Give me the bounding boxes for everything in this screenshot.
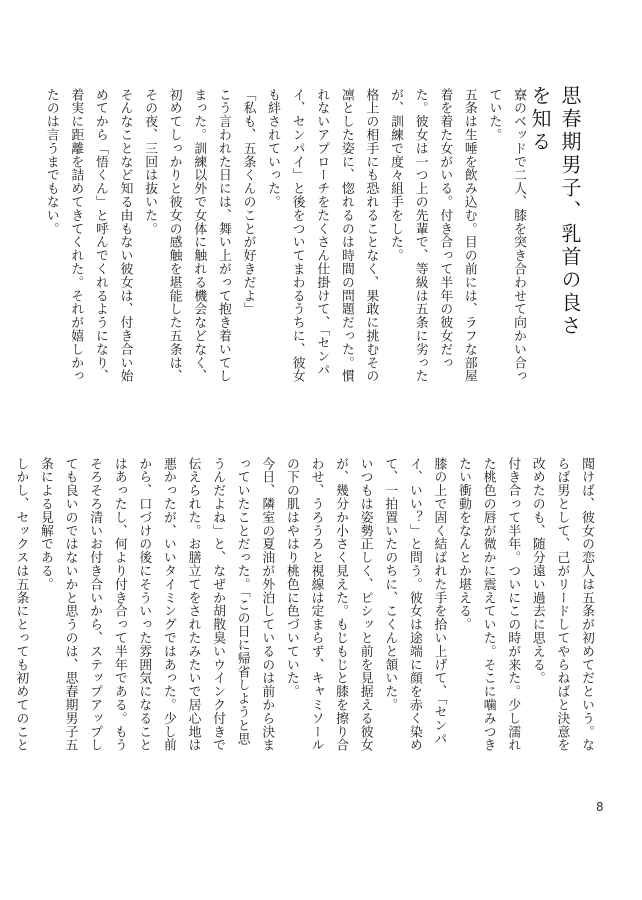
paragraph: そんなことなど知る由もない彼女は、付き合い始めてから「悟くん」と呼んでくれるようになり、着実に距離を詰めてきてくれた。それが嬉しかったのは言うまでもない。 [43, 88, 133, 383]
paragraph: 膝の上で固く結ばれた手を拾い上げて、「センパイ、いい？」と問う。彼女は途端に顔を赤く染めて、一拍置いたのちに、こくんと頷いた。 [382, 457, 447, 752]
paragraph: 「私も、五条くんのことが好きだよ」 [240, 88, 256, 316]
paragraph: 五条は生唾を飲み込む。目の前には、ラフな部屋着を着た女がいる。付き合って半年の彼女だった。彼女は一つ上の先輩で、等級は五条に劣ったが、訓練で度々組手をした。 [388, 88, 477, 383]
paragraph: 寮のベッドで二人、膝を突き合わせて向かい合っていた。 [486, 88, 526, 383]
lower-text-block [13, 457, 598, 757]
upper-text-block [43, 88, 530, 384]
paragraph: しかし、セックスは五条にとっても初めてのこと [13, 457, 29, 752]
paragraph: 格上の相手にも恐れることなく、果敢に挑むその凛とした姿に、惚れるのは時間の問題だった。慣れないアプローチをたくさん仕掛けて、「センパイ、センパイ」と後をついてまわるうちに、彼女も絆されていった。 [265, 88, 379, 383]
paragraph: 付き合って半年。ついにこの時が来た。少し濡れた桃色の唇が微かに震えていた。そこに噛みつきたい衝動をなんとか堪える。 [456, 457, 521, 752]
paragraph: こう言われた日には、舞い上がって抱き着いてしまった。訓練以外で女体に触れる機会などなく、初めてしっかりと彼女の感触を堪能した五条は、その夜、三回は抜いた。 [142, 88, 231, 383]
chapter-title: 思春期男子、乳首の良さを知る [528, 85, 582, 338]
paragraph: 今日、隣室の夏油が外泊しているのは前から決まっていたことだった。「この日に帰省しようと思うんだよね」と、なぜか胡散臭いウインク付きで伝えられた。お膳立てをされたみたいで居心地は悪かったが、いいタイミングではあった。少し前から、口づけの後にそういった雰囲気になることはあったし、何より付き合って半年である。もうそろそろ清いお付き合いから、ステップアップしても良いのではないかと思うのは、思春期男子五条による見解である。 [37, 457, 275, 752]
page-number: 8 [596, 800, 604, 814]
paragraph: いつもは姿勢正しく、ピシッと前を見据える彼女が、幾分か小さく見えた。もじもじと膝を擦り合わせ、うろうろと視線は定まらず、キャミソールの下の肌はやはり桃色に色づいていた。 [283, 457, 373, 752]
paragraph: 聞けば、彼女の恋人は五条が初めてだという。ならば男として、己がリードしてやらねばと決意を改めたのも、随分遠い過去に思える。 [529, 457, 594, 752]
